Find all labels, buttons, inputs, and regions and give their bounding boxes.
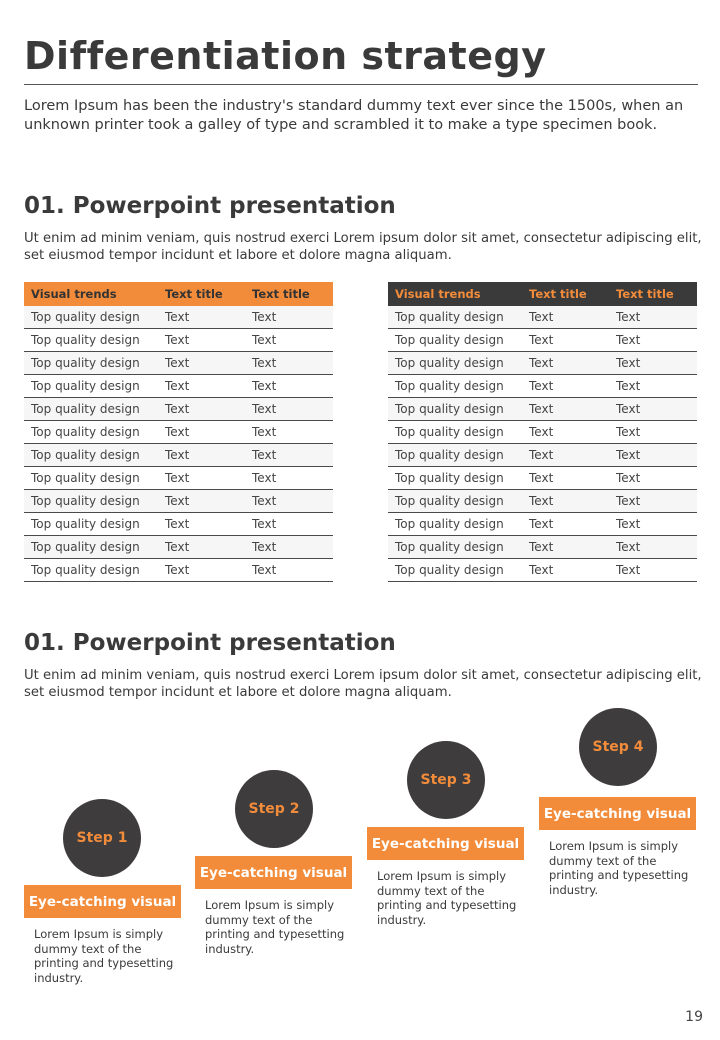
table-cell: Text bbox=[609, 329, 697, 352]
table-header-row bbox=[388, 282, 697, 306]
header-text-title: Text title bbox=[158, 282, 245, 306]
intro-paragraph: Lorem Ipsum has been the industry's standard dummy text ever since the 1500s, when an unknown printer took a galley of type and scrambled it to make a type specimen book. bbox=[24, 98, 684, 133]
table-cell: Text bbox=[245, 559, 333, 582]
table-cell: Text bbox=[245, 306, 333, 329]
table-cell: Text bbox=[158, 444, 245, 467]
step-1-label: Step 1 bbox=[76, 830, 128, 846]
table-cell: Text bbox=[609, 398, 697, 421]
table-cell: Top quality design bbox=[24, 536, 158, 559]
table-cell: Text bbox=[522, 329, 609, 352]
table-row bbox=[24, 490, 333, 513]
table-cell: Top quality design bbox=[388, 421, 522, 444]
table-row bbox=[388, 421, 697, 444]
header-visual-trends: Visual trends bbox=[24, 282, 158, 306]
table-cell: Top quality design bbox=[388, 398, 522, 421]
section-2-text: Ut enim ad minim veniam, quis nostrud exerci Lorem ipsum dolor sit amet, consectetur adipiscing elit, set eiusmod tempor incidunt et labore et dolore magna aliquam. bbox=[24, 668, 702, 700]
header-visual-trends: Visual trends bbox=[388, 282, 522, 306]
table-cell: Top quality design bbox=[24, 444, 158, 467]
header-text-title: Text title bbox=[522, 282, 609, 306]
table-cell: Text bbox=[245, 467, 333, 490]
table-row bbox=[24, 329, 333, 352]
table-cell: Text bbox=[522, 513, 609, 536]
table-cell: Text bbox=[609, 467, 697, 490]
table-cell: Text bbox=[245, 490, 333, 513]
table-cell: Text bbox=[158, 490, 245, 513]
table-cell: Top quality design bbox=[388, 444, 522, 467]
table-cell: Text bbox=[158, 352, 245, 375]
table-cell: Top quality design bbox=[24, 467, 158, 490]
table-cell: Top quality design bbox=[388, 306, 522, 329]
table-cell: Text bbox=[245, 352, 333, 375]
table-cell: Top quality design bbox=[24, 421, 158, 444]
table-row bbox=[388, 352, 697, 375]
table-cell: Text bbox=[158, 467, 245, 490]
table-cell: Text bbox=[245, 398, 333, 421]
table-row bbox=[24, 352, 333, 375]
table-row bbox=[388, 467, 697, 490]
table-row bbox=[388, 513, 697, 536]
table-cell: Text bbox=[158, 536, 245, 559]
table-row bbox=[388, 329, 697, 352]
step-2-circle bbox=[235, 770, 313, 848]
table-row bbox=[388, 536, 697, 559]
title-divider bbox=[24, 84, 698, 85]
header-text-title: Text title bbox=[609, 282, 697, 306]
table-cell: Top quality design bbox=[388, 536, 522, 559]
table-cell: Top quality design bbox=[388, 490, 522, 513]
step-4-label: Step 4 bbox=[592, 739, 644, 755]
table-row bbox=[388, 375, 697, 398]
table-cell: Text bbox=[245, 444, 333, 467]
table-row bbox=[24, 444, 333, 467]
step-4-circle bbox=[579, 708, 657, 786]
table-cell: Text bbox=[158, 513, 245, 536]
step-4-text: Lorem Ipsum is simply dummy text of the printing and typesetting industry. bbox=[549, 839, 689, 897]
step-1-heading: Eye-catching visual bbox=[24, 885, 181, 918]
table-cell: Top quality design bbox=[24, 513, 158, 536]
table-cell: Text bbox=[245, 513, 333, 536]
table-row bbox=[24, 513, 333, 536]
table-row bbox=[388, 559, 697, 582]
table-cell: Text bbox=[609, 536, 697, 559]
table-cell: Text bbox=[609, 490, 697, 513]
step-2-text: Lorem Ipsum is simply dummy text of the printing and typesetting industry. bbox=[205, 898, 345, 956]
table-row bbox=[388, 444, 697, 467]
table-cell: Text bbox=[158, 398, 245, 421]
table-cell: Text bbox=[245, 375, 333, 398]
table-cell: Text bbox=[522, 536, 609, 559]
table-row bbox=[388, 306, 697, 329]
table-cell: Text bbox=[609, 375, 697, 398]
table-dark bbox=[388, 282, 697, 582]
table-cell: Text bbox=[522, 306, 609, 329]
table-row bbox=[388, 490, 697, 513]
table-cell: Text bbox=[522, 421, 609, 444]
table-cell: Text bbox=[522, 398, 609, 421]
table-cell: Text bbox=[522, 444, 609, 467]
table-row bbox=[24, 421, 333, 444]
table-cell: Top quality design bbox=[388, 559, 522, 582]
table-cell: Top quality design bbox=[388, 329, 522, 352]
table-cell: Text bbox=[609, 352, 697, 375]
step-3-label: Step 3 bbox=[420, 772, 472, 788]
table-cell: Text bbox=[245, 329, 333, 352]
table-cell: Text bbox=[158, 306, 245, 329]
section-1-title: 01. Powerpoint presentation bbox=[24, 193, 396, 219]
table-row bbox=[24, 536, 333, 559]
table-cell: Text bbox=[609, 306, 697, 329]
table-cell: Text bbox=[522, 375, 609, 398]
table-cell: Text bbox=[158, 421, 245, 444]
table-cell: Text bbox=[522, 467, 609, 490]
table-row bbox=[388, 398, 697, 421]
table-cell: Top quality design bbox=[24, 398, 158, 421]
table-cell: Top quality design bbox=[24, 375, 158, 398]
table-row bbox=[24, 398, 333, 421]
table-header-row bbox=[24, 282, 333, 306]
table-cell: Text bbox=[245, 536, 333, 559]
step-3-heading: Eye-catching visual bbox=[367, 827, 524, 860]
step-2-heading: Eye-catching visual bbox=[195, 856, 352, 889]
table-cell: Text bbox=[522, 352, 609, 375]
table-cell: Text bbox=[158, 559, 245, 582]
table-cell: Top quality design bbox=[388, 375, 522, 398]
step-2-label: Step 2 bbox=[248, 801, 300, 817]
table-cell: Top quality design bbox=[388, 513, 522, 536]
table-cell: Text bbox=[158, 375, 245, 398]
table-row bbox=[24, 467, 333, 490]
step-1-circle bbox=[63, 799, 141, 877]
step-3-circle bbox=[407, 741, 485, 819]
table-cell: Text bbox=[158, 329, 245, 352]
section-2-title: 01. Powerpoint presentation bbox=[24, 630, 396, 656]
table-cell: Text bbox=[609, 421, 697, 444]
table-row bbox=[24, 375, 333, 398]
table-cell: Top quality design bbox=[388, 352, 522, 375]
header-text-title: Text title bbox=[245, 282, 333, 306]
table-cell: Text bbox=[609, 513, 697, 536]
table-cell: Top quality design bbox=[24, 352, 158, 375]
step-4-heading: Eye-catching visual bbox=[539, 797, 696, 830]
table-cell: Text bbox=[522, 559, 609, 582]
table-cell: Top quality design bbox=[24, 559, 158, 582]
table-cell: Top quality design bbox=[24, 306, 158, 329]
table-cell: Top quality design bbox=[24, 490, 158, 513]
page-number: 19 bbox=[685, 1009, 703, 1025]
table-row bbox=[24, 559, 333, 582]
table-cell: Top quality design bbox=[24, 329, 158, 352]
table-cell: Text bbox=[609, 444, 697, 467]
table-cell: Text bbox=[245, 421, 333, 444]
step-1-text: Lorem Ipsum is simply dummy text of the printing and typesetting industry. bbox=[34, 927, 174, 985]
step-3-text: Lorem Ipsum is simply dummy text of the printing and typesetting industry. bbox=[377, 869, 517, 927]
table-cell: Text bbox=[609, 559, 697, 582]
table-cell: Top quality design bbox=[388, 467, 522, 490]
page-title: Differentiation strategy bbox=[24, 34, 547, 78]
table-cell: Text bbox=[522, 490, 609, 513]
section-1-text: Ut enim ad minim veniam, quis nostrud exerci Lorem ipsum dolor sit amet, consectetur adipiscing elit, set eiusmod tempor incidunt et labore et dolore magna aliquam. bbox=[24, 231, 702, 263]
table-orange bbox=[24, 282, 333, 582]
table-row bbox=[24, 306, 333, 329]
